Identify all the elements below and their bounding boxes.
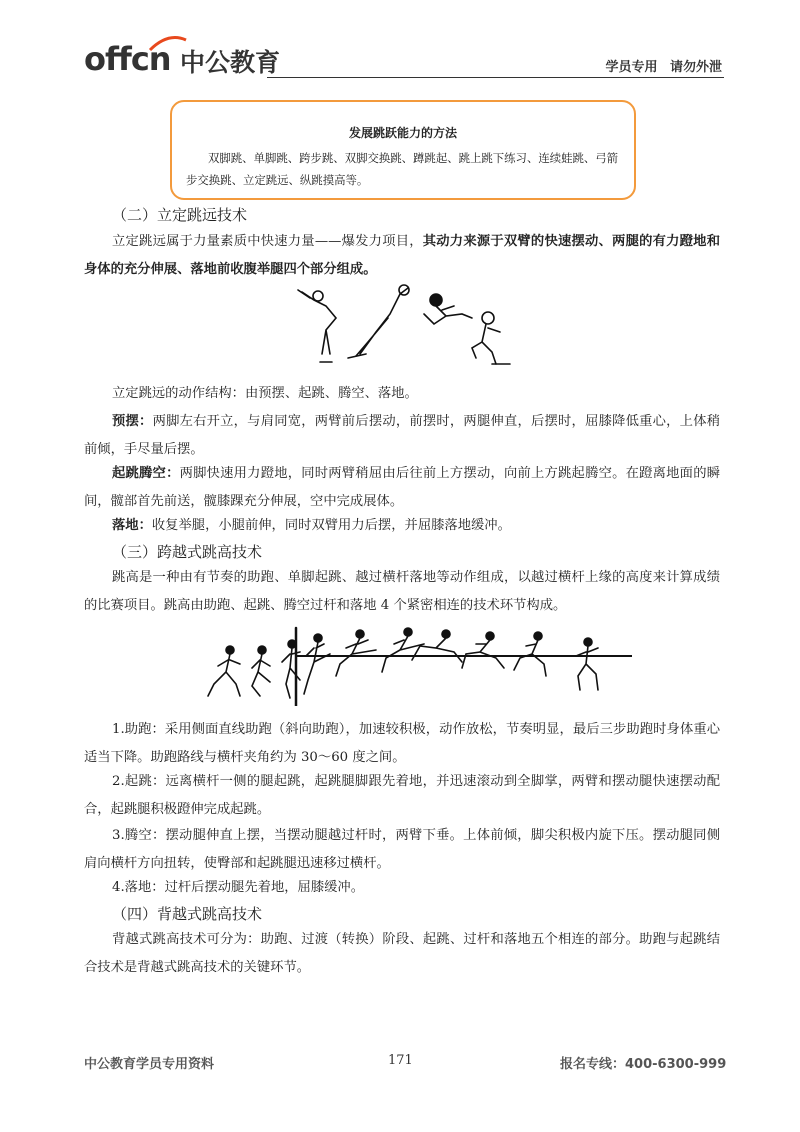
phase-takeoff: 起跳腾空：两脚快速用力蹬地，同时两臂稍屈由后往前上方摆动，向前上方跳起腾空。在蹬离地面的瞬间，髋部首先前送，髋膝踝充分伸展，空中完成展体。	[84, 466, 721, 509]
fosbury-flop-intro: 背越式跳高技术可分为：助跑、过渡（转换）阶段、起跳、过杆和落地五个相连的部分。助跑与起跳结合技术是背越式跳高技术的关键环节。	[84, 932, 720, 975]
tip-box	[170, 100, 636, 200]
standing-long-jump-figure	[296, 284, 522, 370]
tip-box-title: 发展跳跃能力的方法	[348, 126, 457, 140]
page-number: 171	[388, 1053, 413, 1068]
logo: offcn	[84, 40, 171, 78]
scissors-high-jump-intro: 跳高是一种由有节奏的助跑、单脚起跳、越过横杆落地等动作组成，以越过横杆上缘的高度来计算成绩的比赛项目。跳高由助跑、起跳、腾空过杆和落地 4 个紧密相连的技术环节构成。	[84, 570, 720, 613]
section-heading-fosbury-flop: （四）背越式跳高技术	[112, 905, 263, 923]
scissors-high-jump-figure	[200, 624, 632, 706]
phase-preswing: 预摆：两脚左右开立，与肩同宽，两臂前后摆动，前摆时，两腿伸直，后摆时，屈膝降低重心，上体稍前倾，手尽量后摆。	[84, 414, 721, 457]
logo-chinese: 中公教育	[180, 48, 281, 77]
page-header	[84, 30, 724, 80]
header-rule	[267, 77, 724, 78]
section-heading-standing-long-jump: （二）立定跳远技术	[112, 206, 248, 224]
standing-long-jump-intro: 立定跳远属于力量素质中快速力量——爆发力项目，其动力来源于双臂的快速摆动、两腿的有力蹬地和身体的充分伸展、落地前收腹举腿四个部分组成。	[84, 234, 721, 277]
header-notice: 学员专用 请勿外泄	[605, 60, 722, 75]
scissors-step-takeoff: 2.起跳：远离横杆一侧的腿起跳，起跳腿脚跟先着地，并迅速滚动到全脚掌，两臂和摆动腿快速摆动配合，起跳腿积极蹬伸完成起跳。	[84, 774, 720, 817]
scissors-step-flight: 3.腾空：摆动腿伸直上摆，当摆动腿越过杆时，两臂下垂。上体前倾，脚尖积极内旋下压。摆动腿同侧肩向横杆方向扭转，使臀部和起跳腿迅速移过横杆。	[84, 828, 720, 871]
standing-long-jump-structure: 立定跳远的动作结构：由预摆、起跳、腾空、落地。	[112, 386, 418, 401]
scissors-step-landing: 4.落地：过杆后摆动腿先着地，屈膝缓冲。	[112, 880, 365, 895]
footer-left: 中公教育学员专用资料	[84, 1057, 215, 1072]
section-heading-scissors-high-jump: （三）跨越式跳高技术	[112, 543, 263, 561]
phase-landing: 落地：收复举腿，小腿前伸，同时双臂用力后摆，并屈膝落地缓冲。	[112, 518, 511, 533]
scissors-step-approach: 1.助跑：采用侧面直线助跑（斜向助跑），加速较积极，动作放松，节奏明显，最后三步助跑时身体重心适当下降。助跑路线与横杆夹角约为 30～60 度之间。	[84, 722, 720, 765]
tip-box-body: 双脚跳、单脚跳、跨步跳、双脚交换跳、蹲跳起、跳上跳下练习、连续蛙跳、弓箭步交换跳、立定跳远、纵跳摸高等。	[186, 151, 619, 187]
footer-hotline: 报名专线：400-6300-999	[560, 1057, 727, 1072]
